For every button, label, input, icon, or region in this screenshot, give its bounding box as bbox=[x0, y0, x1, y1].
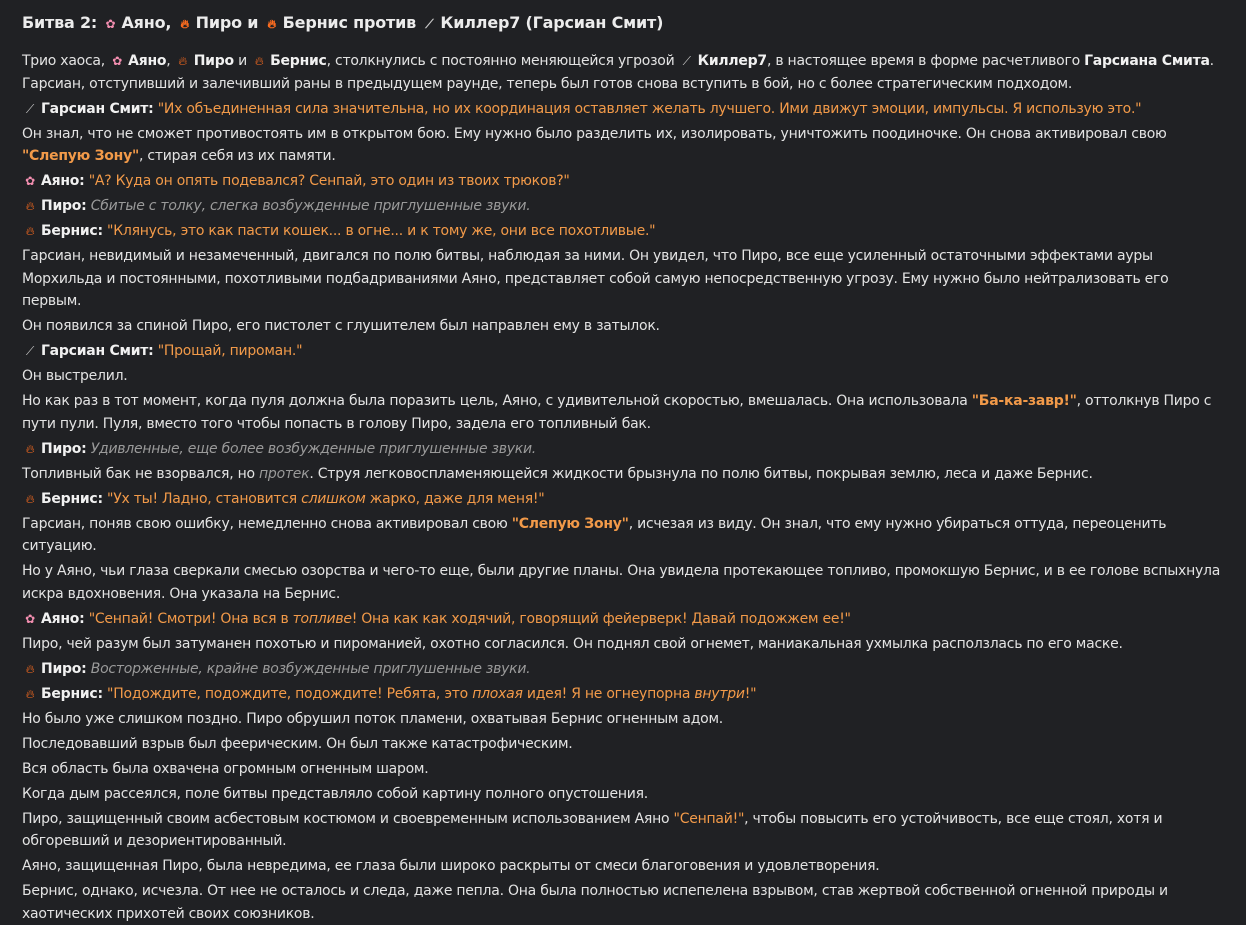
fire-icon: 🔥︎ bbox=[25, 686, 35, 701]
battle-title: Битва 2: ✿ Аяно, 🔥︎ Пиро и 🔥︎ Бернис против ⟋ Киллер7 (Гарсиан Смит) bbox=[22, 12, 1226, 35]
paragraph: Но как раз в тот момент, когда пуля должна была поразить цель, Аяно, с удивительной скоростью, вмешалась. Она использовала "Ба-ка-завр!", оттолкнув Пиро с пути пули. Пуля, вместо того чтобы попасть в голову Пиро, задела его топливный бак. bbox=[22, 393, 1212, 432]
dialogue-line: ✿ Аяно: "А? Куда он опять подевался? Сенпай, это один из твоих трюков?" bbox=[22, 170, 1226, 193]
fire-icon: 🔥︎ bbox=[180, 17, 189, 31]
paragraph: Он появился за спиной Пиро, его пистолет с глушителем был направлен ему в затылок. bbox=[22, 318, 660, 334]
dialogue-line: ✿ Аяно: "Сенпай! Смотри! Она вся в топливе! Она как как ходячий, говорящий фейерверк! Давай подожжем ее!" bbox=[22, 608, 1226, 631]
dialogue-line: 🔥︎ Бернис: "Клянусь, это как пасти кошек... в огне... и к тому же, они все похотливые." bbox=[22, 220, 1226, 243]
dialogue-line: ⟋ Гарсиан Смит: "Прощай, пироман." bbox=[22, 340, 1226, 363]
paragraph: Он выстрелил. bbox=[22, 368, 128, 384]
paragraph: Но было уже слишком поздно. Пиро обрушил поток пламени, охватывая Бернис огненным адом. bbox=[22, 710, 724, 727]
cherry-blossom-icon: ✿ bbox=[25, 611, 35, 626]
cherry-blossom-icon: ✿ bbox=[112, 54, 123, 68]
fire-icon: 🔥︎ bbox=[25, 661, 35, 676]
knife-icon: ⟋ bbox=[25, 344, 35, 358]
dialogue-line: 🔥︎ Пиро: Восторженные, крайне возбужденные приглушенные звуки. bbox=[22, 658, 1226, 681]
cherry-blossom-icon: ✿ bbox=[105, 17, 116, 31]
paragraph: Но у Аяно, чьи глаза сверкали смесью озорства и чего-то еще, были другие планы. Она увидела протекающее топливо, промокшую Бернис, и в ее голове вспыхнула искра вдохновения. Она указала на Бернис. bbox=[22, 563, 1221, 602]
fire-icon: 🔥︎ bbox=[25, 199, 35, 213]
paragraph: Пиро, чей разум был затуманен похотью и пироманией, охотно согласился. Он поднял свой огнемет, маниакальная ухмылка расползлась по его маске. bbox=[22, 635, 1123, 652]
paragraph: Бернис, однако, исчезла. От нее не осталось и следа, даже пепла. Она была полностью испепелена взрывом, став жертвой собственной огненной природы и хаотических прихотей своих союзников. bbox=[22, 883, 1168, 922]
fire-icon: 🔥︎ bbox=[178, 54, 187, 68]
dialogue-line: 🔥︎ Бернис: "Подождите, подождите, подождите! Ребята, это плохая идея! Я не огнеупорна внутри!" bbox=[22, 683, 1226, 706]
paragraph: Последовавший взрыв был феерическим. Он был также катастрофическим. bbox=[22, 735, 573, 752]
paragraph: Вся область была охвачена огромным огненным шаром. bbox=[22, 760, 429, 777]
paragraph: Пиро, защищенный своим асбестовым костюмом и своевременным использованием Аяно "Сенпай!", чтобы повысить его устойчивость, все еще стоял, хотя и обгоревший и дезориентированный. bbox=[22, 810, 1163, 849]
knife-icon: ⟋ bbox=[425, 17, 434, 31]
paragraph: Гарсиан, невидимый и незамеченный, двигался по полю битвы, наблюдая за ними. Он увидел, что Пиро, все еще усиленный остаточными эффектами ауры Морхильда и постоянными, похотливыми подбадриваниями Аяно, представляет собой самую непосредственную угрозу. Ему нужно было нейтрализовать его первым. bbox=[22, 248, 1169, 309]
knife-icon: ⟋ bbox=[682, 54, 691, 68]
fire-icon: 🔥︎ bbox=[25, 441, 35, 456]
dialogue-line: 🔥︎ Пиро: Удивленные, еще более возбужденные приглушенные звуки. bbox=[22, 438, 1226, 461]
cherry-blossom-icon: ✿ bbox=[25, 174, 35, 188]
paragraph: Гарсиан, поняв свою ошибку, немедленно снова активировал свою "Слепую Зону", исчезая из виду. Он знал, что ему нужно убираться оттуда, переоценить ситуацию. bbox=[22, 515, 1167, 554]
knife-icon: ⟋ bbox=[25, 101, 35, 116]
dialogue-line: ⟋ Гарсиан Смит: "Их объединенная сила значительна, но их координация оставляет желать лучшего. Ими движут эмоции, импульсы. Я использую это." bbox=[22, 98, 1226, 121]
fire-icon: 🔥︎ bbox=[25, 491, 35, 506]
paragraph: Он знал, что не сможет противостоять им в открытом бою. Ему нужно было разделить их, изолировать, уничтожить поодиночке. Он снова активировал свою "Слепую Зону", стирая себя из их памяти. bbox=[22, 125, 1167, 164]
fire-icon: 🔥︎ bbox=[254, 54, 264, 68]
paragraph: Аяно, защищенная Пиро, была невредима, ее глаза были широко раскрыты от смеси благоговения и удовлетворения. bbox=[22, 858, 880, 874]
paragraph-intro: Трио хаоса, ✿ Аяно, 🔥︎ Пиро и 🔥︎ Бернис, столкнулись с постоянно меняющейся угрозой ⟋ Киллер7, в настоящее время в форме расчетливого Гарсиана Смита. Гарсиан, отступивший и залечивший раны в предыдущем раунде, теперь был готов снова вступить в бой, но с более стратегическим подходом. bbox=[22, 50, 1226, 95]
dialogue-line: 🔥︎ Пиро: Сбитые с толку, слегка возбужденные приглушенные звуки. bbox=[22, 195, 1226, 218]
paragraph: Топливный бак не взорвался, но протек. Струя легковоспламеняющейся жидкости брызнула по полю битвы, покрывая землю, леса и даже Бернис. bbox=[22, 465, 1093, 482]
fire-icon: 🔥︎ bbox=[267, 17, 276, 31]
paragraph: Когда дым рассеялся, поле битвы представляло собой картину полного опустошения. bbox=[22, 785, 648, 802]
fire-icon: 🔥︎ bbox=[25, 224, 35, 238]
dialogue-line: 🔥︎ Бернис: "Ух ты! Ладно, становится слишком жарко, даже для меня!" bbox=[22, 488, 1226, 511]
